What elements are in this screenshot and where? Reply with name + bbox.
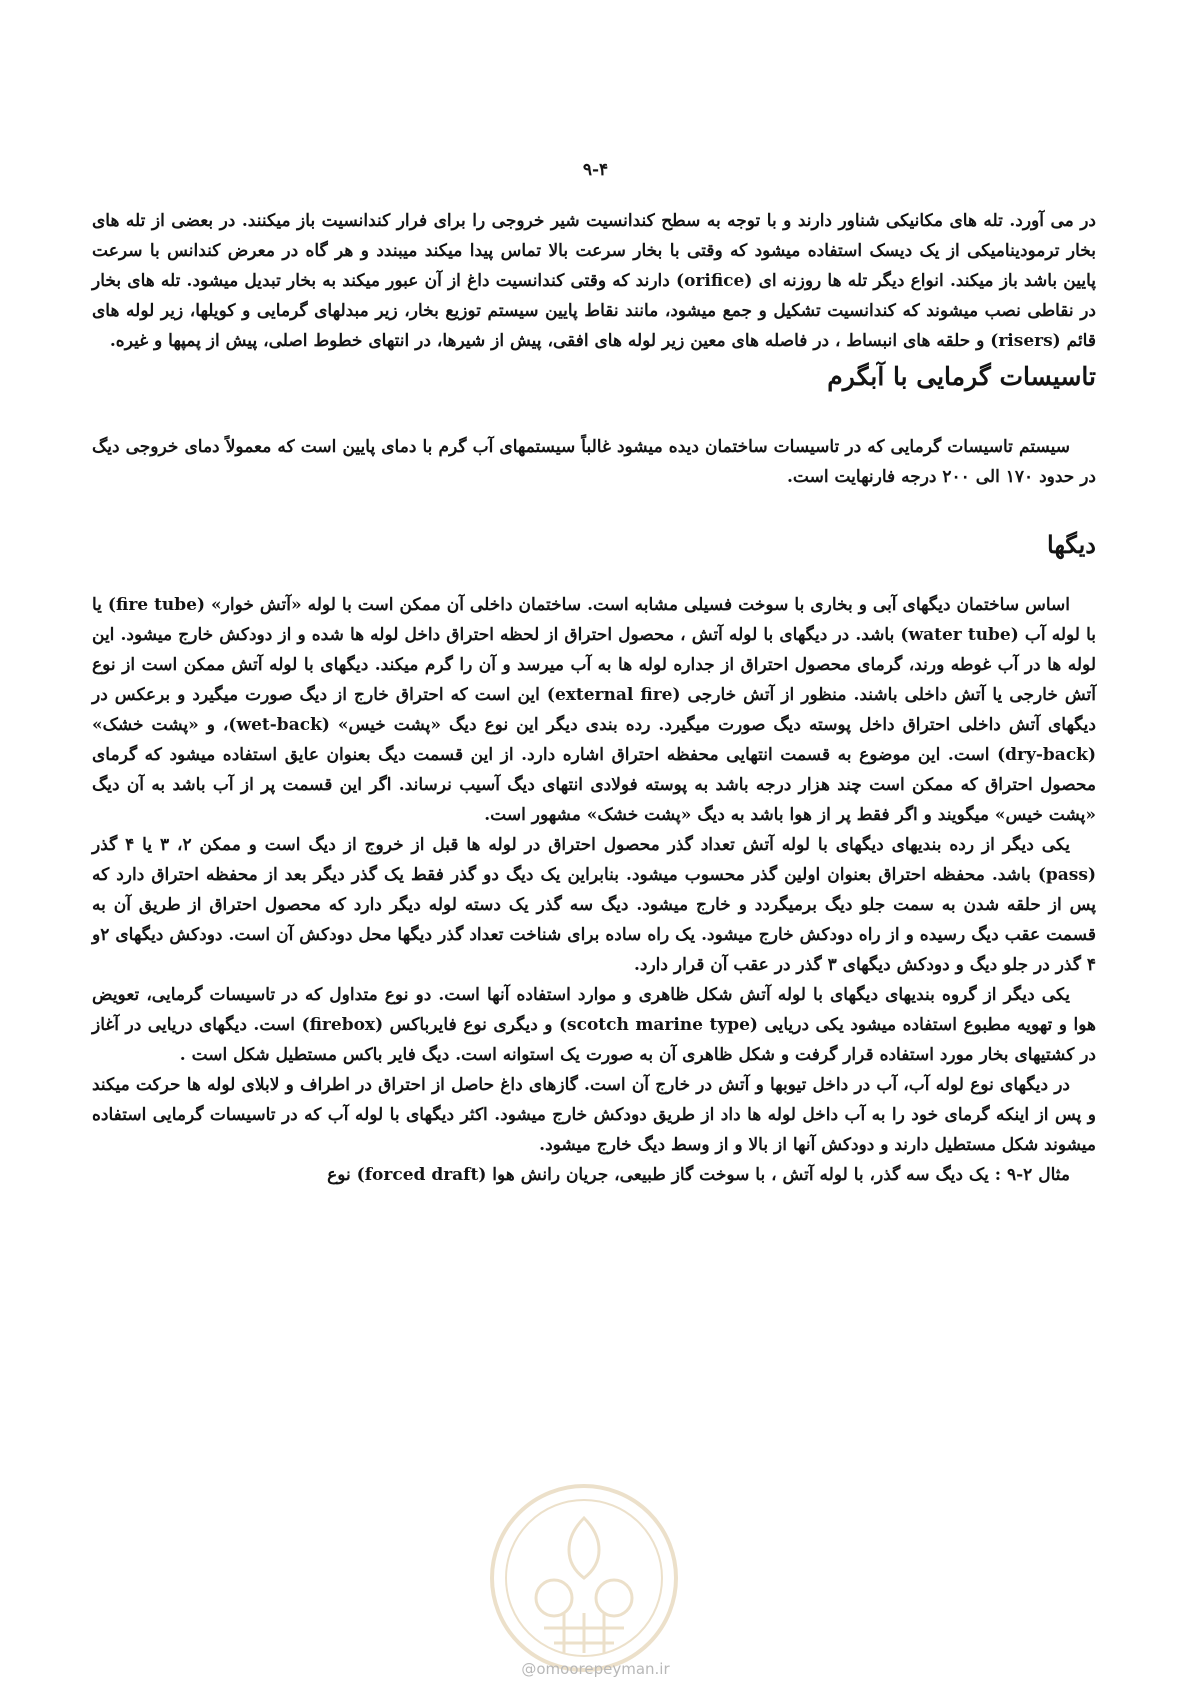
paragraph-hot-water-systems: سیستم تاسیسات گرمایی که در تاسیسات ساختمان دیده میشود غالباً سیستمهای آب گرم با دمای پایین است که معمولاً دمای خروجی دیگ در حدود ۱۷۰ الی ۲۰۰ درجه فارنهایت است.: [92, 437, 1096, 487]
section-title-boilers: دیگها: [1047, 530, 1096, 559]
page-body: [92, 206, 1096, 1190]
paragraph-example: مثال ۲-۹ : یک دیگ سه گذر، با لوله آتش ، با سوخت گاز طبیعی، جریان رانش هوا (forced draft) نوع: [327, 1165, 1070, 1185]
paragraph-water-tube-boilers: در دیگهای نوع لوله آب، آب در داخل تیوبها و آتش در خارج آن است. گازهای داغ حاصل از احتراق در اطراف و لابلای لوله ها حرکت میکند و پس از اینکه گرمای خود را به آب داخل لوله ها داد از طریق دودکش خارج میشود. اکثر دیگهای با لوله آب که در تاسیسات گرمایی استفاده میشوند شکل مستطیل دارند و دودکش آنها از بالا و از وسط دیگ خارج میشود.: [92, 1075, 1096, 1155]
seal-watermark-logo: [484, 1478, 684, 1678]
paragraph-steam-traps: در می آورد. تله های مکانیکی شناور دارند و با توجه به سطح کندانسیت شیر خروجی را برای فرار کندانسیت باز میکنند. در بعضی از تله های بخار ترمودینامیکی از یک دیسک استفاده میشود که وقتی با بخار سرعت بالا تماس پیدا میکند میبندد و هر گاه در معرض کندانس با سرعت پایین باشد باز میکند. انواع دیگر تله ها روزنه ای (orifice) دارند که وقتی کندانسیت داغ از آن عبور میکند به بخار تبدیل میشود. تله های بخار در نقاطی نصب میشوند که کندانسیت تشکیل و جمع میشود، مانند نقاط پایین سیستم توزیع بخار، زیر مبدلهای گرمایی و کویلها، زیر لوله های قائم (risers) و حلقه های انبساط ، در فاصله های معین زیر لوله های افقی، پیش از شیرها، در انتهای خطوط اصلی، پیش از پمپها و غیره.: [92, 211, 1096, 351]
site-watermark: @omoorepeyman.ir: [521, 1660, 670, 1678]
paragraph-boiler-construction: اساس ساختمان دیگهای آبی و بخاری با سوخت فسیلی مشابه است. ساختمان داخلی آن ممکن است با لوله «آتش خوار» (fire tube) یا با لوله آب (water tube) باشد. در دیگهای با لوله آتش ، محصول احتراق از لحظه احتراق داخل لوله ها شده و از دودکش خارج میشود. این لوله ها در آب غوطه ورند، گرمای محصول احتراق از جداره لوله ها به آب میرسد و آن را گرم میکند. دیگهای با لوله آتش ممکن است از نوع آتش خارجی یا آتش داخلی باشند. منظور از آتش خارجی (external fire) این است که احتراق خارج از دیگ صورت میگیرد و برعکس در دیگهای آتش داخلی احتراق داخل پوسته دیگ صورت میگیرد. رده بندی دیگر این نوع دیگ «پشت خیس» (wet-back)، و «پشت خشک» (dry-back) است. این موضوع به قسمت انتهایی محفظه احتراق اشاره دارد. از این قسمت دیگ بعنوان عایق استفاده میشود که گرمای محصول احتراق که ممکن است چند هزار درجه باشد به پوسته فولادی انتهای دیگ آسیب نرساند. اگر این قسمت پر از آب باشد به آن دیگ «پشت خیس» میگویند و اگر فقط پر از هوا باشد به دیگ «پشت خشک» مشهور است.: [92, 595, 1096, 825]
paragraph-boiler-passes: یکی دیگر از رده بندیهای دیگهای با لوله آتش تعداد گذر محصول احتراق در لوله ها قبل از خروج از دیگ است و ممکن ۲، ۳ یا ۴ گذر (pass) باشد. محفظه احتراق بعنوان اولین گذر محسوب میشود. بنابراین یک دیگ دو گذر فقط یک گذر دیگر بعد از محفظه احتراق دارد که پس از حلقه شدن به سمت جلو دیگ برمیگردد و خارج میشود. دیگ سه گذر یک دسته لوله دیگر دارد که محصول احتراق از طریق آن به قسمت عقب دیگ رسیده و از راه دودکش خارج میشود. یک راه ساده برای شناخت تعداد گذر دیگها محل دودکش آن است. دودکش دیگهای ۲و ۴ گذر در جلو دیگ و دودکش دیگهای ۳ گذر در عقب آن قرار دارد.: [92, 835, 1096, 975]
section-title-hot-water-heating: تاسیسات گرمایی با آبگرم: [827, 362, 1096, 391]
paragraph-boiler-types: یکی دیگر از گروه بندیهای دیگهای با لوله آتش شکل ظاهری و موارد استفاده آنها است. دو نوع متداول که در تاسیسات گرمایی، تعویض هوا و تهویه مطبوع استفاده میشود یکی دریایی (scotch marine type) و دیگری نوع فایرباکس (firebox) است. دیگهای دریایی در آغاز در کشتیهای بخار مورد استفاده قرار گرفت و شکل ظاهری آن به صورت یک استوانه است. دیگ فایر باکس مستطیل شکل است .: [92, 985, 1096, 1065]
page-number: ۹-۴: [582, 160, 609, 180]
